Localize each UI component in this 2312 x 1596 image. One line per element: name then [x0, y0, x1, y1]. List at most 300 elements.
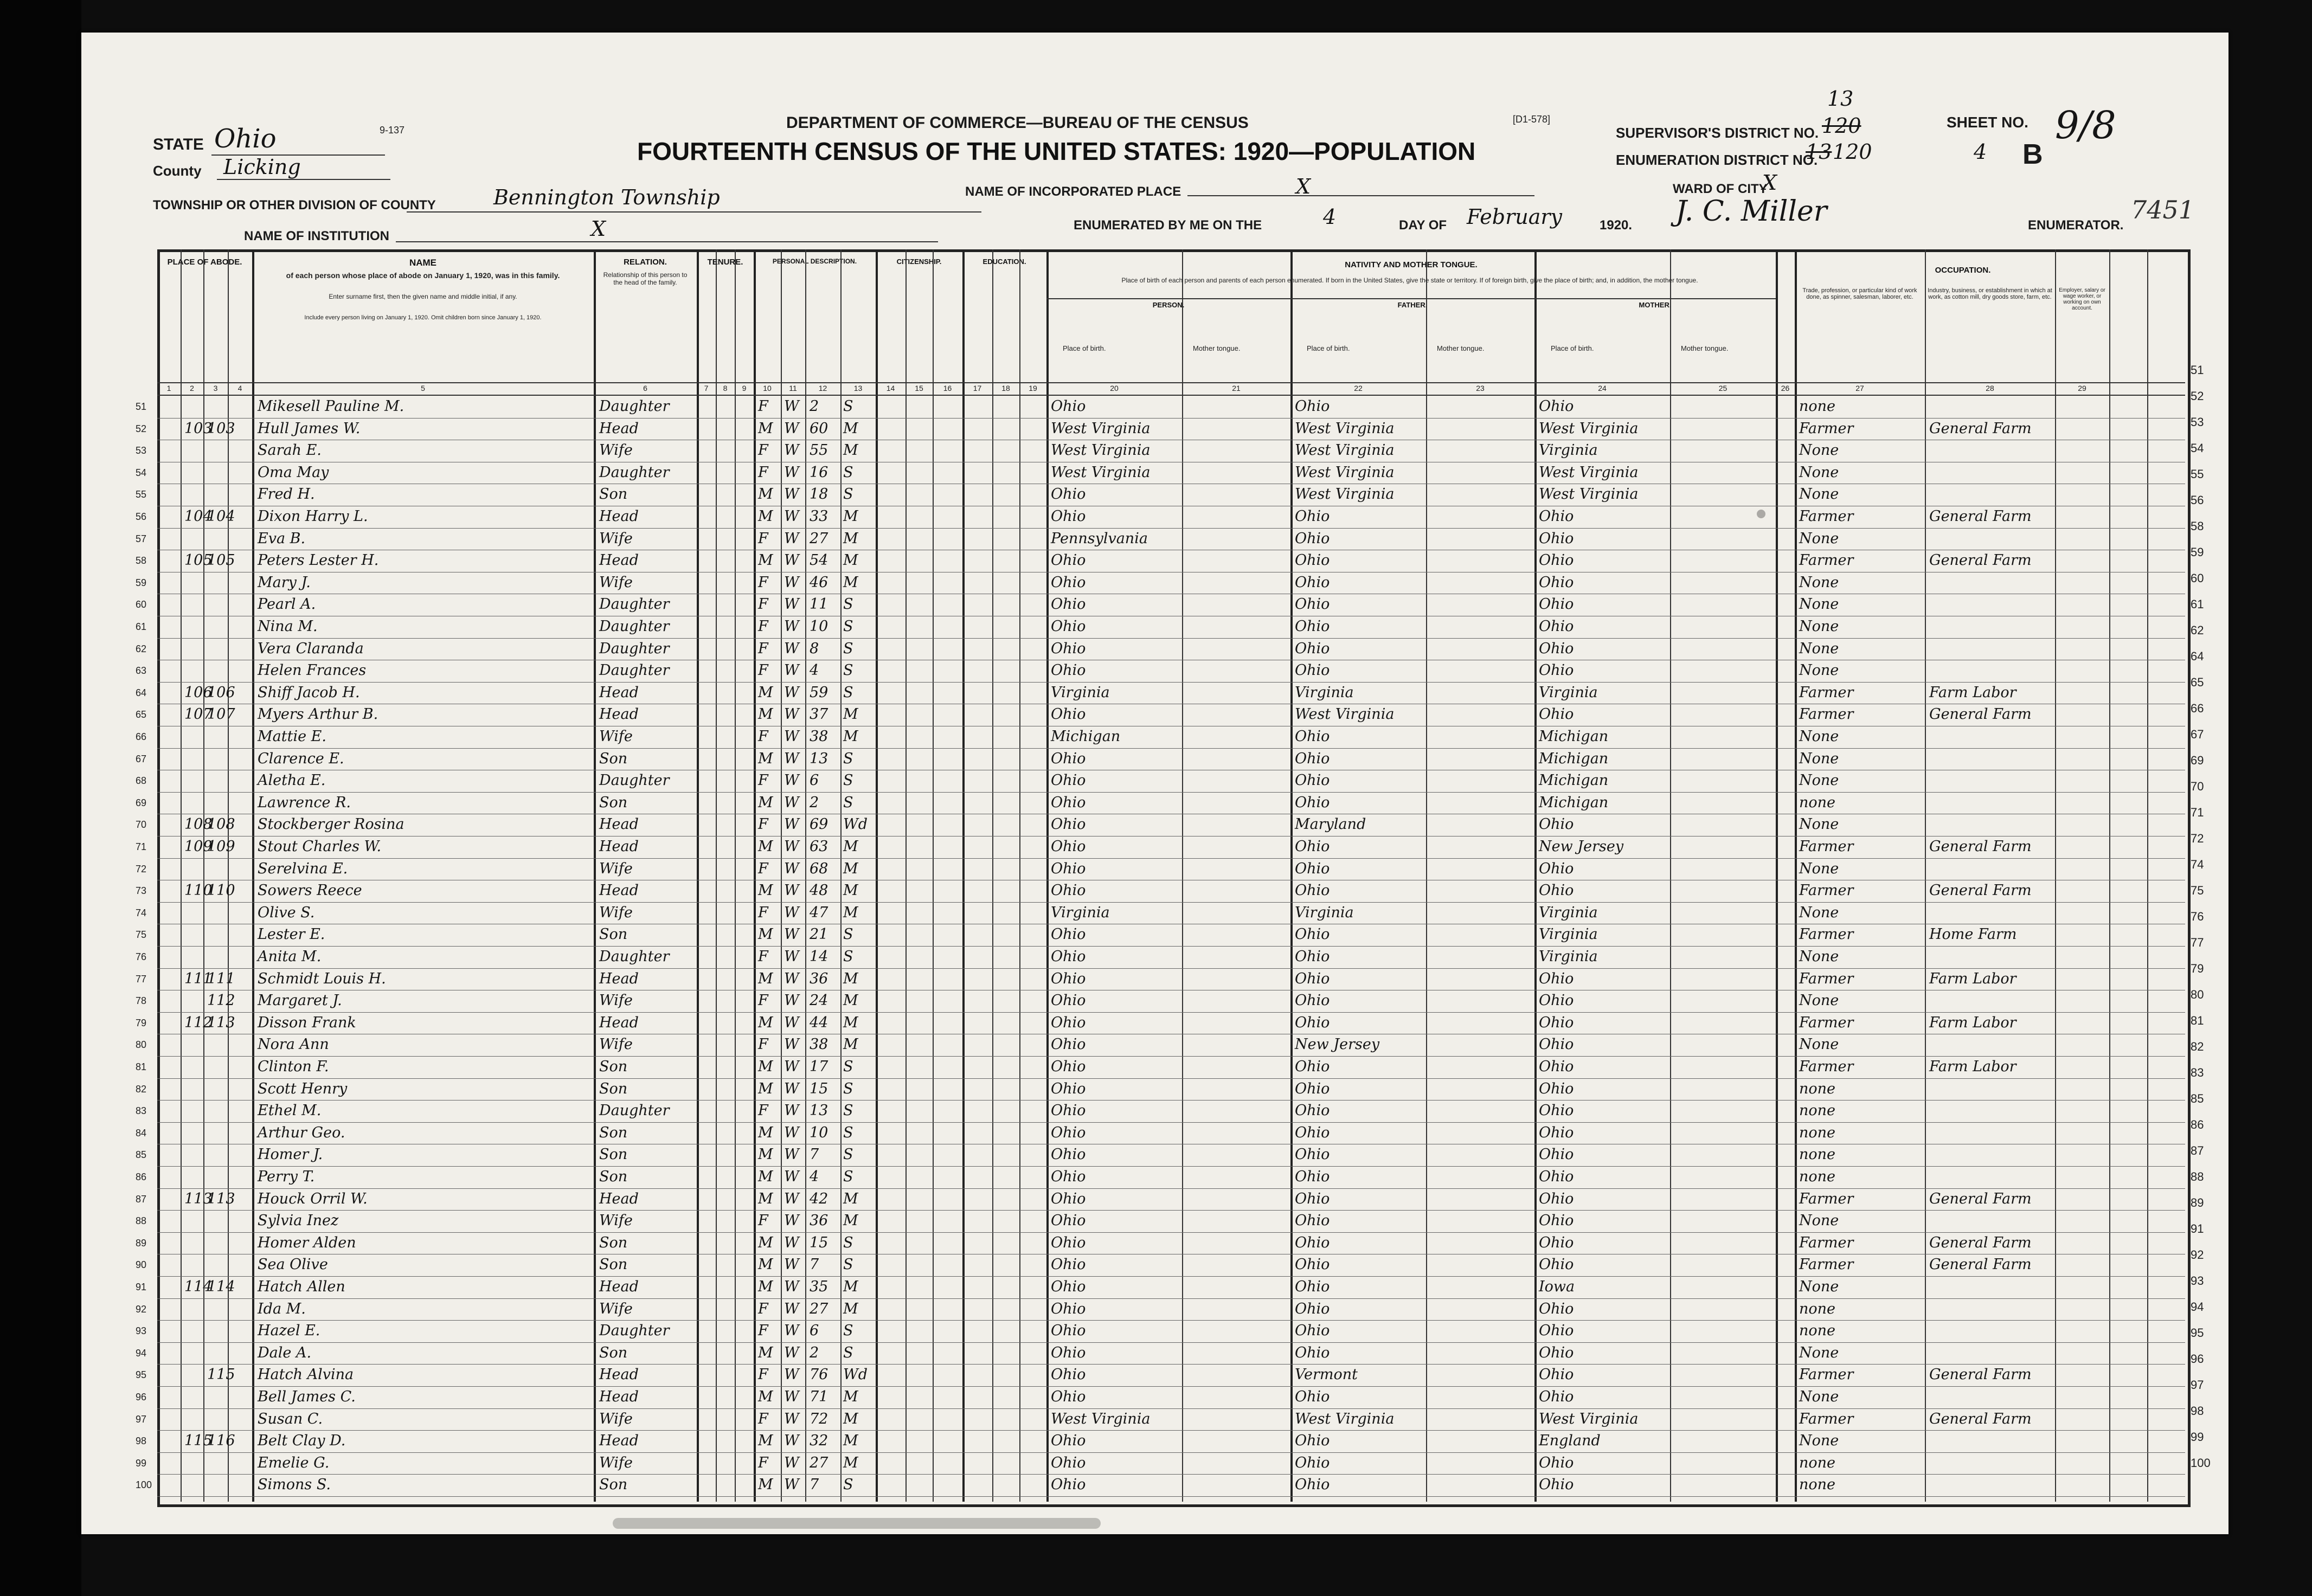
cell-age: 47 — [810, 904, 829, 921]
cell-sex: M — [758, 1058, 773, 1075]
cell-age: 2 — [810, 398, 819, 415]
line-number: 60 — [136, 599, 147, 610]
cell-pob: Ohio — [1051, 640, 1086, 657]
table-row — [81, 771, 2250, 790]
cell-ftr: Ohio — [1295, 1278, 1330, 1295]
cell-sex: M — [758, 1388, 773, 1405]
row-rule — [157, 418, 2185, 419]
cell-occ: None — [1799, 728, 1839, 745]
cell-occ: Farmer — [1799, 1014, 1854, 1031]
cell-dw — [184, 463, 206, 482]
row-rule — [157, 1474, 2185, 1475]
line-number: 85 — [136, 1149, 147, 1161]
tally-number: 88 — [2191, 1170, 2204, 1183]
cell-ms: M — [843, 1212, 858, 1230]
row-rule — [157, 1386, 2185, 1387]
table-row — [81, 1255, 2250, 1275]
cell-name: Simons S. — [258, 1476, 331, 1494]
row-rule — [157, 1232, 2185, 1233]
cell-dw — [184, 573, 206, 593]
cell-age: 6 — [810, 772, 819, 789]
cell-dw — [184, 1410, 206, 1429]
column-number: 13 — [853, 384, 863, 392]
column-number: 8 — [723, 384, 728, 392]
row-rule — [157, 1364, 2185, 1365]
cell-rel: Wife — [599, 442, 633, 459]
cell-mtr: Ohio — [1539, 398, 1574, 415]
table-row — [81, 683, 2250, 703]
cell-color: W — [784, 530, 799, 547]
column-number: 4 — [237, 384, 242, 392]
row-rule — [157, 1078, 2185, 1079]
cell-pob: Pennsylvania — [1051, 530, 1148, 547]
cell-rel: Son — [599, 1058, 628, 1075]
group-personal: PERSONAL DESCRIPTION. — [772, 258, 857, 265]
row-rule — [157, 1342, 2185, 1343]
cell-rel: Son — [599, 1146, 628, 1163]
row-rule — [157, 638, 2185, 639]
cell-fam — [207, 1321, 229, 1341]
cell-fam — [207, 463, 229, 482]
cell-pob: Ohio — [1051, 1234, 1086, 1251]
tally-number: 62 — [2191, 623, 2204, 637]
cell-dw — [184, 1299, 206, 1319]
line-number: 68 — [136, 775, 147, 787]
cell-mtr: Ohio — [1539, 1322, 1574, 1340]
cell-fam: 109 — [207, 838, 235, 855]
line-number: 58 — [136, 555, 147, 567]
cell-age: 35 — [810, 1278, 829, 1295]
tally-number: 92 — [2191, 1248, 2204, 1262]
cell-fam: 111 — [207, 970, 235, 987]
tally-number: 56 — [2191, 493, 2204, 507]
cell-dw — [184, 859, 206, 879]
cell-color: W — [784, 838, 799, 855]
cell-sex: M — [758, 1432, 773, 1450]
cell-occ: None — [1799, 662, 1839, 679]
cell-name: Bell James C. — [258, 1388, 356, 1405]
name-sub: of each person whose place of abode on January 1, 1920, was in this family. — [286, 271, 560, 280]
cell-fam — [207, 1453, 229, 1473]
cell-color: W — [784, 926, 799, 943]
cell-rel: Daughter — [599, 1102, 670, 1119]
cell-sex: F — [758, 662, 768, 679]
cell-fam — [207, 397, 229, 416]
sheet-side: B — [2022, 139, 2043, 170]
cell-name: Pearl A. — [258, 596, 316, 613]
cell-pob: Ohio — [1051, 750, 1086, 767]
column-number: 16 — [943, 384, 952, 392]
cell-pob: Ohio — [1051, 662, 1086, 679]
cell-occ: Farmer — [1799, 420, 1854, 437]
cell-color: W — [784, 1388, 799, 1405]
cell-ftr: West Virginia — [1295, 442, 1395, 459]
cell-fam — [207, 727, 229, 746]
group-mother: MOTHER. — [1639, 301, 1672, 309]
cell-dw: 103 — [184, 420, 213, 437]
cell-pob: Ohio — [1051, 398, 1086, 415]
row-rule — [157, 946, 2185, 947]
cell-fam — [207, 771, 229, 790]
cell-name: Arthur Geo. — [258, 1124, 345, 1141]
cell-ind: Farm Labor — [1929, 1058, 2016, 1075]
cell-dw — [184, 1123, 206, 1143]
cell-mtr: West Virginia — [1539, 464, 1639, 481]
cell-pob: Ohio — [1051, 1146, 1086, 1163]
table-row — [81, 727, 2250, 746]
cell-ftr: West Virginia — [1295, 486, 1395, 503]
cell-mtr: Ohio — [1539, 552, 1574, 569]
cell-age: 60 — [810, 420, 829, 437]
cell-sex: M — [758, 1146, 773, 1163]
tally-number: 67 — [2191, 728, 2204, 741]
column-number: 20 — [1110, 384, 1119, 392]
cell-rel: Wife — [599, 992, 633, 1009]
cell-fam — [207, 617, 229, 636]
column-number: 28 — [1986, 384, 1994, 392]
relation-sub: Relationship of this person to the head of the family. — [603, 271, 688, 286]
tally-number: 100 — [2191, 1456, 2211, 1470]
cell-age: 27 — [810, 1454, 829, 1471]
table-row — [81, 441, 2250, 460]
tally-number: 76 — [2191, 910, 2204, 923]
tally-number: 70 — [2191, 780, 2204, 793]
cell-color: W — [784, 860, 799, 877]
cell-rel: Son — [599, 1476, 628, 1494]
cell-sex: M — [758, 552, 773, 569]
table-row — [81, 1211, 2250, 1231]
cell-mtr: Virginia — [1539, 442, 1598, 459]
cell-age: 27 — [810, 1300, 829, 1317]
cell-fam: 108 — [207, 816, 235, 833]
cell-pob: Michigan — [1051, 728, 1121, 745]
cell-occ: Farmer — [1799, 684, 1854, 701]
cell-occ: None — [1799, 530, 1839, 547]
cell-name: Shiff Jacob H. — [258, 684, 360, 701]
cell-age: 7 — [810, 1146, 819, 1163]
column-number: 2 — [190, 384, 194, 392]
cell-ind — [1929, 1475, 2054, 1495]
cell-mtr: Ohio — [1539, 1300, 1574, 1317]
line-number: 76 — [136, 951, 147, 962]
cell-name: Hatch Allen — [258, 1278, 345, 1295]
cell-ftr: Ohio — [1295, 772, 1330, 789]
table-row — [81, 1079, 2250, 1099]
table-row — [81, 1035, 2250, 1054]
line-number: 59 — [136, 577, 147, 588]
cell-age: 36 — [810, 1212, 829, 1230]
cell-dw — [184, 397, 206, 416]
cell-fam: 116 — [207, 1432, 235, 1450]
cell-dw — [184, 771, 206, 790]
cell-ind: General Farm — [1929, 420, 2032, 437]
column-number: 17 — [973, 384, 982, 392]
supervisor-struck: 120 — [1822, 114, 1861, 138]
table-row — [81, 1145, 2250, 1164]
line-number: 71 — [136, 841, 147, 852]
cell-dw: 112 — [184, 1014, 213, 1031]
row-rule — [157, 1188, 2185, 1189]
column-number: 3 — [213, 384, 218, 392]
cell-pob: Ohio — [1051, 1344, 1086, 1361]
cell-age: 44 — [810, 1014, 829, 1031]
cell-sex: F — [758, 860, 768, 877]
row-rule — [157, 902, 2185, 903]
cell-pob: Ohio — [1051, 1014, 1086, 1031]
cell-name: Houck Orril W. — [258, 1190, 368, 1207]
cell-ms: Wd — [843, 816, 868, 833]
tally-number: 71 — [2191, 806, 2204, 819]
line-number: 84 — [136, 1127, 147, 1138]
cell-ftr: Ohio — [1295, 992, 1330, 1009]
cell-dw — [184, 991, 206, 1011]
form-code: [D1-578] — [1513, 114, 1551, 125]
cell-occ: None — [1799, 596, 1839, 613]
cell-dw — [184, 727, 206, 746]
cell-ms: Wd — [843, 1366, 868, 1383]
cell-mtr: Ohio — [1539, 1014, 1574, 1031]
table-row — [81, 595, 2250, 614]
cell-sex: F — [758, 816, 768, 833]
cell-fam — [207, 903, 229, 923]
cell-color: W — [784, 684, 799, 701]
line-number: 87 — [136, 1193, 147, 1205]
cell-color: W — [784, 596, 799, 613]
cell-color: W — [784, 1036, 799, 1053]
cell-fam: 103 — [207, 420, 235, 437]
cell-age: 16 — [810, 464, 829, 481]
cell-ms: M — [843, 1410, 858, 1427]
cell-sex: M — [758, 1168, 773, 1185]
row-rule — [157, 1210, 2185, 1211]
cell-mtr: Ohio — [1539, 1036, 1574, 1053]
cell-color: W — [784, 750, 799, 767]
cell-color: W — [784, 398, 799, 415]
cell-pob: Ohio — [1051, 1124, 1086, 1141]
cell-ftr: Ohio — [1295, 882, 1330, 899]
cell-ms: S — [843, 1234, 853, 1251]
cell-ind — [1929, 903, 2054, 923]
cell-ind — [1929, 947, 2054, 967]
cell-age: 11 — [810, 596, 829, 613]
cell-ind: General Farm — [1929, 1190, 2032, 1207]
cell-ind — [1929, 1101, 2054, 1121]
cell-occ: None — [1799, 574, 1839, 591]
cell-dw — [184, 925, 206, 944]
column-number: 15 — [915, 384, 923, 392]
cell-mtr: England — [1539, 1432, 1601, 1450]
cell-occ: none — [1799, 1476, 1836, 1494]
rule-nativity-sub — [1046, 298, 1776, 299]
cell-mtr: Ohio — [1539, 1058, 1574, 1075]
row-rule — [157, 1056, 2185, 1057]
cell-ind — [1929, 727, 2054, 746]
cell-sex: F — [758, 1300, 768, 1317]
line-number: 56 — [136, 511, 147, 522]
cell-name: Emelie G. — [258, 1454, 330, 1471]
cell-color: W — [784, 794, 799, 811]
cell-occ: None — [1799, 1432, 1839, 1450]
cell-dw: 110 — [184, 882, 213, 899]
table-row — [81, 419, 2250, 439]
line-number: 75 — [136, 929, 147, 941]
tally-number: 66 — [2191, 702, 2204, 715]
cell-rel: Wife — [599, 904, 633, 921]
cell-ind — [1929, 661, 2054, 680]
cell-name: Sea Olive — [258, 1256, 328, 1273]
cell-rel: Son — [599, 794, 628, 811]
cell-fam — [207, 1057, 229, 1077]
tally-number: 96 — [2191, 1352, 2204, 1366]
cell-name: Sowers Reece — [258, 882, 362, 899]
cell-age: 76 — [810, 1366, 829, 1383]
cell-pob: West Virginia — [1051, 420, 1151, 437]
tally-number: 61 — [2191, 597, 2204, 611]
cell-pob: Ohio — [1051, 970, 1086, 987]
cell-rel: Head — [599, 1432, 639, 1450]
column-number: 25 — [1718, 384, 1727, 392]
cell-fam — [207, 1123, 229, 1143]
enumeration-value: 120 — [1833, 140, 1872, 164]
table-row — [81, 397, 2250, 416]
cell-ftr: Ohio — [1295, 860, 1330, 877]
cell-fam — [207, 529, 229, 549]
table-row — [81, 1453, 2250, 1473]
cell-sex: M — [758, 486, 773, 503]
cell-age: 72 — [810, 1410, 829, 1427]
cell-ftr: Virginia — [1295, 904, 1354, 921]
cell-ftr: Ohio — [1295, 618, 1330, 635]
cell-ftr: Ohio — [1295, 1146, 1330, 1163]
cell-occ: Farmer — [1799, 1190, 1854, 1207]
cell-mtr: Michigan — [1539, 772, 1609, 789]
cell-color: W — [784, 1124, 799, 1141]
cell-mtr: Michigan — [1539, 750, 1609, 767]
cell-ms: S — [843, 618, 853, 635]
cell-age: 21 — [810, 926, 829, 943]
cell-age: 59 — [810, 684, 829, 701]
cell-color: W — [784, 970, 799, 987]
line-number: 91 — [136, 1282, 147, 1292]
cell-fam — [207, 485, 229, 504]
cell-dw — [184, 1211, 206, 1231]
cell-pob: Ohio — [1051, 1058, 1086, 1075]
line-number: 98 — [136, 1436, 147, 1447]
state-label: STATE — [153, 136, 204, 153]
cell-age: 15 — [810, 1080, 829, 1097]
cell-mtr: Ohio — [1539, 1234, 1574, 1251]
table-row — [81, 1277, 2250, 1297]
cell-rel: Son — [599, 1080, 628, 1097]
row-rule — [157, 682, 2185, 683]
cell-ms: M — [843, 992, 858, 1009]
census-sheet — [81, 33, 2228, 1534]
cell-pob: Ohio — [1051, 574, 1086, 591]
cell-occ: None — [1799, 486, 1839, 503]
cell-name: Anita M. — [258, 948, 322, 965]
cell-rel: Head — [599, 882, 639, 899]
cell-fam — [207, 1211, 229, 1231]
name-sub3: Include every person living on January 1, 1920. Omit children born since January 1, 1920. — [304, 314, 542, 321]
cell-name: Serelvina E. — [258, 860, 348, 877]
cell-name: Nora Ann — [258, 1036, 329, 1053]
cell-pob: Ohio — [1051, 882, 1086, 899]
cell-occ: Farmer — [1799, 706, 1854, 723]
cell-sex: F — [758, 1322, 768, 1340]
cell-ms: M — [843, 838, 858, 855]
rule-colnum-bottom — [157, 395, 2185, 396]
cell-pob: Ohio — [1051, 992, 1086, 1009]
cell-sex: M — [758, 1476, 773, 1494]
group-occupation: OCCUPATION. — [1935, 266, 1991, 275]
cell-mtr: Virginia — [1539, 948, 1598, 965]
cell-name: Ethel M. — [258, 1102, 322, 1119]
tally-number: 79 — [2191, 962, 2204, 975]
line-number: 61 — [136, 621, 147, 632]
enumeration-label: ENUMERATION DISTRICT NO. — [1616, 152, 1818, 168]
cell-sex: M — [758, 1278, 773, 1295]
table-row — [81, 485, 2250, 504]
cell-ms: S — [843, 398, 853, 415]
cell-ms: M — [843, 1014, 858, 1031]
cell-color: W — [784, 1344, 799, 1361]
cell-fam: 114 — [207, 1278, 235, 1295]
cell-rel: Son — [599, 1168, 628, 1185]
cell-color: W — [784, 552, 799, 569]
cell-name: Stout Charles W. — [258, 838, 382, 855]
cell-mtr: Ohio — [1539, 706, 1574, 723]
cell-pob: Ohio — [1051, 706, 1086, 723]
cell-pob: Ohio — [1051, 838, 1086, 855]
cell-occ: None — [1799, 948, 1839, 965]
line-number: 52 — [136, 423, 147, 434]
cell-color: W — [784, 904, 799, 921]
cell-ind — [1929, 771, 2054, 790]
cell-fam — [207, 639, 229, 659]
cell-name: Homer Alden — [258, 1234, 356, 1251]
column-number: 29 — [2078, 384, 2086, 392]
cell-fam: 113 — [207, 1190, 235, 1207]
cell-mtr: Ohio — [1539, 574, 1574, 591]
line-number: 95 — [136, 1369, 147, 1381]
cell-mtr: Ohio — [1539, 1080, 1574, 1097]
column-number: 11 — [789, 384, 797, 392]
year-label: 1920. — [1600, 218, 1633, 233]
line-number: 66 — [136, 731, 147, 742]
table-row — [81, 617, 2250, 636]
cell-sex: F — [758, 1410, 768, 1427]
cell-occ: None — [1799, 464, 1839, 481]
cell-age: 24 — [810, 992, 829, 1009]
cell-name: Aletha E. — [258, 772, 326, 789]
cell-ms: S — [843, 684, 853, 701]
cell-ms: M — [843, 552, 858, 569]
cell-dw — [184, 1321, 206, 1341]
cell-rel: Daughter — [599, 640, 670, 657]
cell-sex: M — [758, 1014, 773, 1031]
cell-sex: F — [758, 948, 768, 965]
cell-color: W — [784, 992, 799, 1009]
cell-ms: M — [843, 508, 858, 525]
ward-label: WARD OF CITY — [1673, 182, 1768, 196]
cell-sex: M — [758, 1344, 773, 1361]
cell-rel: Daughter — [599, 464, 670, 481]
cell-ms: S — [843, 1256, 853, 1273]
cell-dw: 115 — [184, 1432, 213, 1450]
row-rule — [157, 968, 2185, 969]
cell-color: W — [784, 486, 799, 503]
table-row — [81, 1365, 2250, 1385]
